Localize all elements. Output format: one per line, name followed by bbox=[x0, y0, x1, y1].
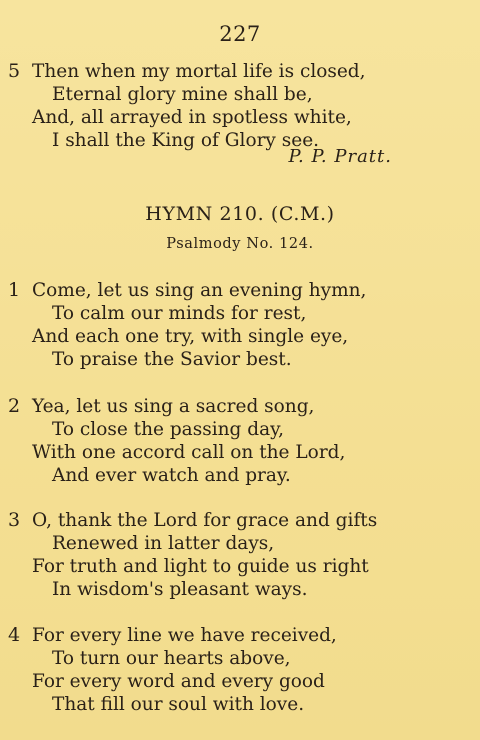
verse-line: With one accord call on the Lord, bbox=[32, 442, 346, 463]
previous-hymn-verse-5 bbox=[8, 60, 468, 152]
verse-number: 5 bbox=[8, 60, 21, 82]
verse-line: I shall the King of Glory see. bbox=[52, 130, 320, 151]
verse-number: 1 bbox=[8, 279, 21, 301]
verse-line: For every word and every good bbox=[32, 671, 325, 692]
verse-line: Come, let us sing an evening hymn, bbox=[32, 280, 367, 301]
verse-line: To calm our minds for rest, bbox=[52, 303, 307, 324]
verse-line: To praise the Savior best. bbox=[52, 349, 292, 370]
verse-line: Renewed in latter days, bbox=[52, 533, 275, 554]
author-credit: P. P. Pratt. bbox=[288, 146, 392, 167]
tune-reference: Psalmody No. 124. bbox=[166, 236, 314, 252]
verse-line: For every line we have received, bbox=[32, 625, 337, 646]
hymn-verse-1 bbox=[8, 279, 468, 371]
page-number: 227 bbox=[219, 22, 261, 46]
hymn-verse-3 bbox=[8, 509, 468, 601]
verse-line: Then when my mortal life is closed, bbox=[32, 61, 366, 82]
verse-line: Yea, let us sing a sacred song, bbox=[32, 396, 315, 417]
verse-line: O, thank the Lord for grace and gifts bbox=[32, 510, 378, 531]
verse-line: And ever watch and pray. bbox=[52, 465, 291, 486]
verse-line: In wisdom's pleasant ways. bbox=[52, 579, 308, 600]
verse-line: To turn our hearts above, bbox=[52, 648, 291, 669]
verse-line: Eternal glory mine shall be, bbox=[52, 84, 313, 105]
verse-line: That fill our soul with love. bbox=[52, 694, 305, 715]
hymn-verse-4 bbox=[8, 624, 468, 716]
verse-line: And each one try, with single eye, bbox=[32, 326, 349, 347]
verse-number: 4 bbox=[8, 624, 21, 646]
verse-number: 2 bbox=[8, 395, 21, 417]
verse-number: 3 bbox=[8, 509, 21, 531]
hymn-verse-2 bbox=[8, 395, 468, 487]
verse-line: And, all arrayed in spotless white, bbox=[32, 107, 352, 128]
verse-line: To close the passing day, bbox=[52, 419, 284, 440]
verse-line: For truth and light to guide us right bbox=[32, 556, 369, 577]
hymn-title: HYMN 210. (C.M.) bbox=[145, 203, 335, 225]
